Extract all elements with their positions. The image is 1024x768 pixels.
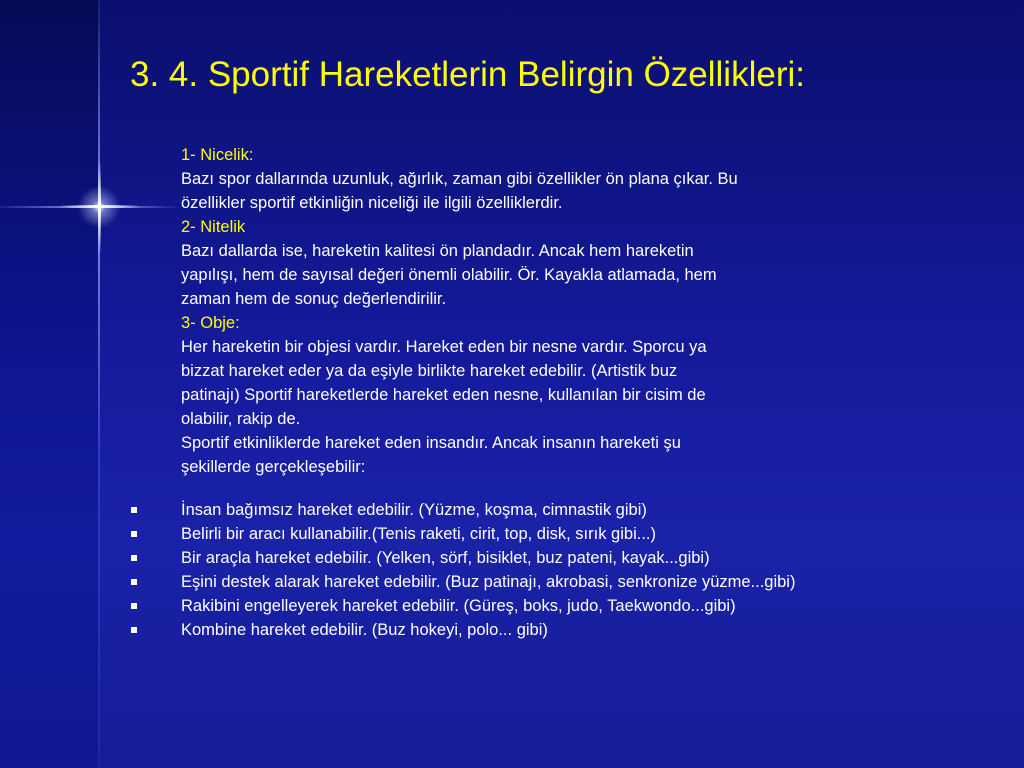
square-bullet-icon <box>131 579 137 585</box>
slide-title: 3. 4. Sportif Hareketlerin Belirgin Özellikleri: <box>130 55 805 94</box>
list-item <box>128 546 795 570</box>
list-item <box>128 594 795 618</box>
section-text-line: şekillerde gerçekleşebilir: <box>181 458 366 476</box>
square-bullet-icon <box>131 555 137 561</box>
section-text-line: yapılışı, hem de sayısal değeri önemli olabilir. Ör. Kayakla atlamada, hem <box>181 266 717 284</box>
list-item <box>128 618 795 642</box>
left-decorative-band <box>0 0 98 768</box>
section-heading-obje: 3- Obje: <box>181 314 240 332</box>
list-item-text: Kombine hareket edebilir. (Buz hokeyi, polo... gibi) <box>181 621 548 639</box>
list-item <box>128 498 795 522</box>
section-text-line: patinajı) Sportif hareketlerde hareket eden nesne, kullanılan bir cisim de <box>181 386 706 404</box>
slide-body <box>181 143 881 479</box>
section-heading-nicelik: 1- Nicelik: <box>181 146 254 164</box>
list-item-text: Eşini destek alarak hareket edebilir. (Buz patinajı, akrobasi, senkronize yüzme...gibi) <box>181 573 796 591</box>
list-item-text: Bir araçla hareket edebilir. (Yelken, sörf, bisiklet, buz pateni, kayak...gibi) <box>181 549 710 567</box>
section-text-line: bizzat hareket eder ya da eşiyle birlikte hareket edebilir. (Artistik buz <box>181 362 678 380</box>
list-item <box>128 570 795 594</box>
section-text-line: Sportif etkinliklerde hareket eden insandır. Ancak insanın hareketi şu <box>181 434 681 452</box>
square-bullet-icon <box>131 627 137 633</box>
section-text-line: Her hareketin bir objesi vardır. Hareket eden bir nesne vardır. Sporcu ya <box>181 338 707 356</box>
section-text-line: Bazı dallarda ise, hareketin kalitesi ön plandadır. Ancak hem hareketin <box>181 242 694 260</box>
section-text-line: olabilir, rakip de. <box>181 410 301 428</box>
square-bullet-icon <box>131 531 137 537</box>
list-item-text: Rakibini engelleyerek hareket edebilir. (Güreş, boks, judo, Taekwondo...gibi) <box>181 597 736 615</box>
list-item-text: Belirli bir aracı kullanabilir.(Tenis raketi, cirit, top, disk, sırık gibi...) <box>181 525 656 543</box>
movement-types-list <box>128 498 795 642</box>
list-item <box>128 522 795 546</box>
square-bullet-icon <box>131 507 137 513</box>
section-text-line: özellikler sportif etkinliğin niceliği ile ilgili özelliklerdir. <box>181 194 563 212</box>
section-heading-nitelik: 2- Nitelik <box>181 218 246 236</box>
list-item-text: İnsan bağımsız hareket edebilir. (Yüzme, koşma, cimnastik gibi) <box>181 501 647 519</box>
sparkle-horizontal-ray <box>60 205 140 208</box>
section-text-line: zaman hem de sonuç değerlendirilir. <box>181 290 447 308</box>
vertical-accent-line <box>98 0 100 768</box>
square-bullet-icon <box>131 603 137 609</box>
section-text-line: Bazı spor dallarında uzunluk, ağırlık, zaman gibi özellikler ön plana çıkar. Bu <box>181 170 738 188</box>
